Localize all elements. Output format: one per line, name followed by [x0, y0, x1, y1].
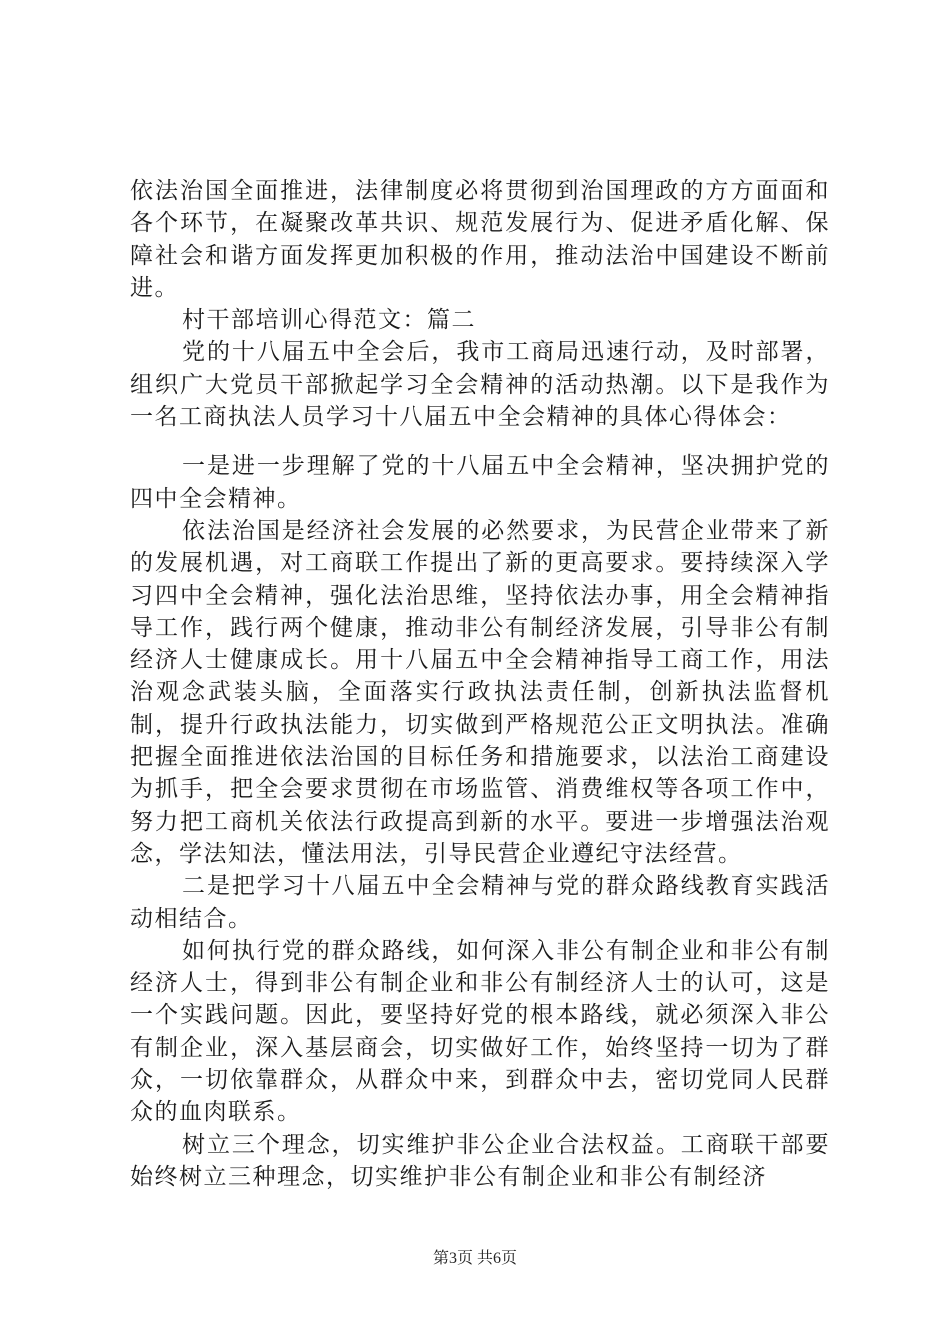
point-three-heading: 树立三个理念，切实维护非公企业合法权益。工商联干部要始终树立三种理念，切实维护非公有制企业和非公有制经济 — [130, 1131, 830, 1190]
page-number-footer: 第3页 共6页 — [432, 1250, 517, 1267]
paragraph-intro: 党的十八届五中全会后，我市工商局迅速行动，及时部署，组织广大党员干部掀起学习全会精神的活动热潮。以下是我作为一名工商执法人员学习十八届五中全会精神的具体心得体会： — [130, 339, 830, 431]
point-one-body: 依法治国是经济社会发展的必然要求，为民营企业带来了新的发展机遇，对工商联工作提出了新的更高要求。要持续深入学习四中全会精神，强化法治思维，坚持依法办事，用全会精神指导工作，践行两个健康，推动非公有制经济发展，引导非公有制经济人士健康成长。用十八届五中全会精神指导工商工作，用法治观念武装头脑，全面落实行政执法责任制，创新执法监督机制，提升行政执法能力，切实做到严格规范公正文明执法。准确把握全面推进依法治国的目标任务和措施要求，以法治工商建设为抓手，把全会要求贯彻在市场监管、消费维权等各项工作中，努力把工商机关依法行政提高到新的水平。要进一步增强法治观念，学法知法，懂法用法，引导民营企业遵纪守法经营。 — [130, 517, 830, 867]
section-heading: 村干部培训心得范文：篇二 — [182, 307, 476, 334]
point-two-body: 如何执行党的群众路线，如何深入非公有制企业和非公有制经济人士，得到非公有制企业和非公有制经济人士的认可，这是一个实践问题。因此，要坚持好党的根本路线，就必须深入非公有制企业，深入基层商会，切实做好工作，始终坚持一切为了群众，一切依靠群众，从群众中来，到群众中去，密切党同人民群众的血肉联系。 — [130, 937, 830, 1126]
point-two-heading: 二是把学习十八届五中全会精神与党的群众路线教育实践活动相结合。 — [130, 873, 830, 932]
paragraph-spacer — [130, 433, 830, 450]
paragraph-1: 依法治国全面推进，法律制度必将贯彻到治国理政的方方面面和各个环节，在凝聚改革共识、规范发展行为、促进矛盾化解、保障社会和谐方面发挥更加积极的作用，推动法治中国建设不断前进。 — [130, 178, 830, 301]
point-one-heading: 一是进一步理解了党的十八届五中全会精神，坚决拥护党的四中全会精神。 — [130, 453, 830, 512]
document-body — [130, 175, 830, 1193]
